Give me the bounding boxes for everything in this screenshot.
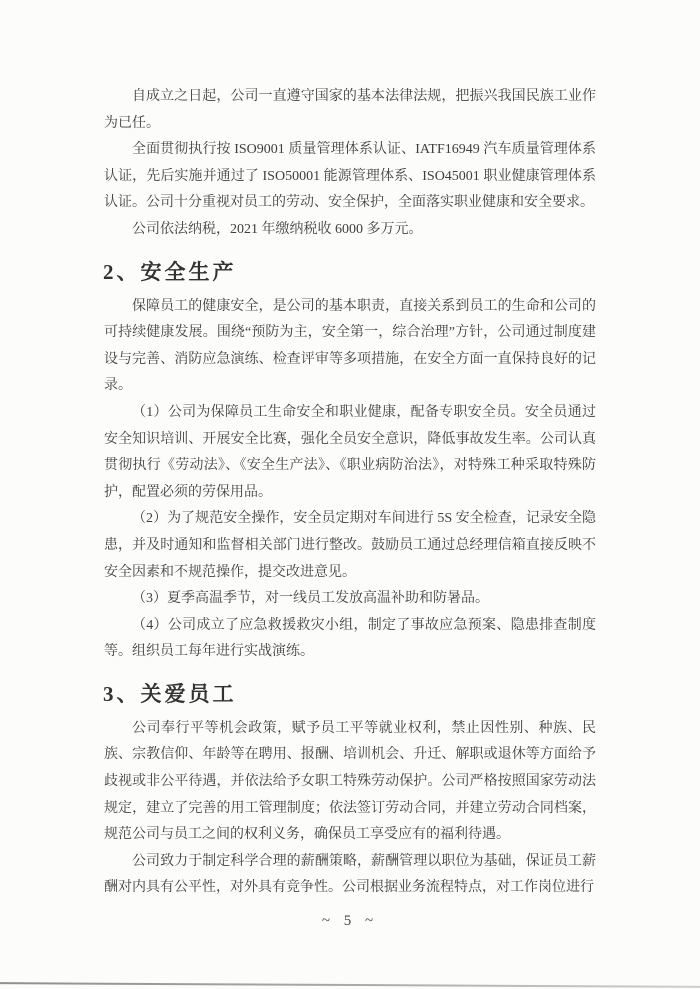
paragraph-company-law-compliance: 自成立之日起，公司一直遵守国家的基本法律法规，把振兴我国民族工业作为已任。 (104, 89, 596, 131)
paragraph-safety-item-3: （3）夏季高温季节，对一线员工发放高温补助和防暑品。 (132, 591, 489, 607)
paragraph-equal-opportunity: 公司奉行平等机会政策，赋予员工平等就业权利，禁止因性别、种族、民族、宗教信仰、年龄等在聘用、报酬、培训机会、升迁、解职或退休等方面给予歧视或非公平待遇，并依法给予女职工特殊劳动保护。公司严格按照国家劳动法规定，建立了完善的用工管理制度；依法签订劳动合同，并建立劳动合同档案，规范公司与员工之间的权利义务，确保员工享受应有的福利待遇。 (104, 720, 596, 843)
paragraph-safety-item-4: （4）公司成立了应急救援救灾小组，制定了事故应急预案、隐患排查制度等。组织员工每年进行实战演练。 (104, 617, 596, 660)
document-body (104, 84, 596, 935)
paragraph-salary-policy: 公司致力于制定科学合理的薪酬策略，薪酬管理以职位为基础，保证员工薪酬对内具有公平性，对外具有竞争性。公司根据业务流程特点，对工作岗位进行 (104, 853, 596, 896)
paragraph-certifications: 全面贯彻执行按 ISO9001 质量管理体系认证、IATF16949 汽车质量管理体系认证，先后实施并通过了 ISO50001 能源管理体系、ISO45001 职业健康管理体系认证。公司十分重视对员工的劳动、安全保护，全面落实职业健康和安全要求。 (104, 142, 596, 211)
section-heading-safety-production: 2、安全生产 (103, 259, 237, 284)
page-number: ~ 5 ~ (321, 913, 379, 930)
paragraph-tax-payment: 公司依法纳税，2021 年缴纳税收 6000 多万元。 (132, 221, 423, 237)
paper-scan-edge-line (0, 982, 700, 988)
paragraph-safety-item-2: （2）为了规范安全操作，安全员定期对车间进行 5S 安全检查，记录安全隐患，并及时通知和监督相关部门进行整改。鼓励员工通过总经理信箱直接反映不安全因素和不规范操作，提交改进意见。 (104, 511, 596, 580)
section-heading-employee-care: 3、关爱员工 (103, 681, 237, 706)
paragraph-safety-overview: 保障员工的健康安全，是公司的基本职责，直接关系到员工的生命和公司的可持续健康发展。围绕“预防为主，安全第一，综合治理”方针，公司通过制度建设与完善、消防应急演练、检查评审等多项措施，在安全方面一直保持良好的记录。 (104, 298, 596, 394)
paragraph-safety-item-1: （1）公司为保障员工生命安全和职业健康，配备专职安全员。安全员通过安全知识培训、开展安全比赛，强化全员安全意识，降低事故发生率。公司认真贯彻执行《劳动法》、《安全生产法》、《职业病防治法》，对特殊工种采取特殊防护，配置必须的劳保用品。 (104, 404, 596, 500)
